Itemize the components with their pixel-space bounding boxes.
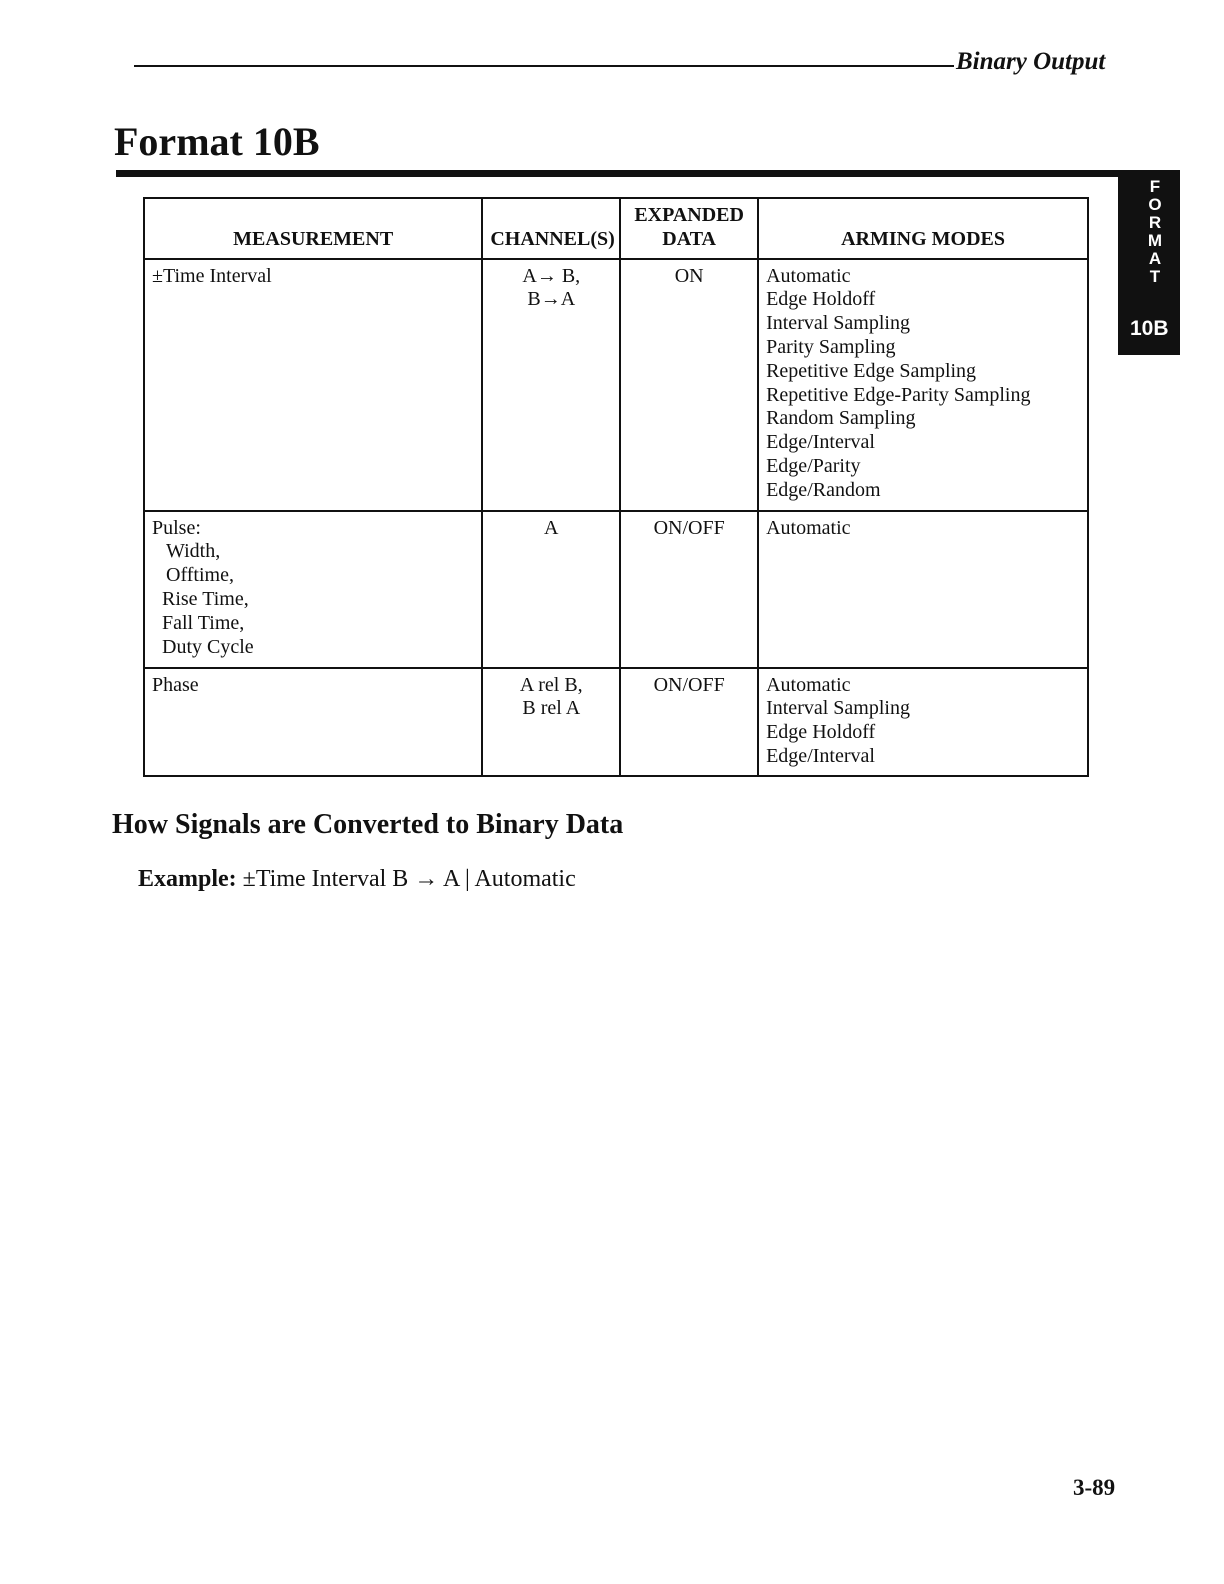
cell-measurement [144,259,482,511]
arming-mode: Edge Holdoff [766,288,876,311]
cell-arming [758,511,1088,668]
arming-mode: Repetitive Edge-Parity Sampling [766,383,1031,406]
cell-arming [758,259,1088,511]
arming-mode: Edge/Interval [766,431,875,454]
channel-line: B rel A [522,697,581,720]
tab-letter: T [1149,267,1161,286]
example-text: ±Time Interval B → A | Automatic [242,866,576,892]
measurement-line: Width, [166,540,221,563]
header-expanded-line2: DATA [662,227,716,250]
section-tab [1118,172,1180,355]
table-row [144,511,1088,668]
cell-measurement [144,668,482,776]
measurement-line: Duty Cycle [162,635,254,658]
tab-letters [1118,178,1180,286]
channel-line: B→A [527,288,576,311]
table-row [144,259,1088,511]
arming-mode: Interval Sampling [766,697,910,720]
arming-mode: Edge/Parity [766,454,861,477]
channel-line: A [544,516,559,539]
cell-expanded: ON/OFF [620,511,758,668]
cell-channels [482,259,620,511]
arming-mode: Random Sampling [766,407,916,430]
cell-channels [482,511,620,668]
example-line [138,866,576,893]
measurement-line: Phase [152,673,199,696]
arming-mode: Interval Sampling [766,312,910,335]
format-table [143,197,1089,777]
header-expanded-line1: EXPANDED [634,204,744,226]
header-rule [134,65,954,67]
tab-letter: R [1148,213,1162,232]
page-number: 3-89 [1073,1475,1116,1500]
measurement-line: Fall Time, [162,611,245,634]
channel-line: A rel B, [519,673,583,696]
measurement-line: Pulse: [152,516,201,539]
section-heading: How Signals are Converted to Binary Data [112,809,624,840]
arming-mode: Automatic [766,264,851,287]
tab-letter: A [1148,249,1162,268]
table-header-row [144,198,1088,259]
arming-mode: Edge/Interval [766,744,875,767]
cell-expanded: ON [620,259,758,511]
arming-mode: Automatic [766,516,851,539]
header-arming-modes: ARMING MODES [758,198,1088,259]
arming-mode: Edge Holdoff [766,721,876,744]
cell-measurement [144,511,482,668]
measurement-line: ±Time Interval [152,264,272,287]
measurement-line: Offtime, [166,564,234,587]
header-measurement: MEASUREMENT [144,198,482,259]
tab-code: 10B [1130,317,1169,340]
measurement-line: Rise Time, [162,587,249,610]
tab-letter: M [1147,231,1163,250]
arming-mode: Parity Sampling [766,335,896,358]
channel-line: A→ B, [522,264,581,287]
example-label: Example: [138,866,237,892]
tab-letter: F [1149,177,1161,196]
running-header: Binary Output [956,48,1106,75]
cell-expanded: ON/OFF [620,668,758,776]
arming-mode: Automatic [766,673,851,696]
table-row [144,668,1088,776]
arming-mode: Repetitive Edge Sampling [766,359,977,382]
title-rule [116,170,1180,177]
tab-letter: O [1148,195,1162,214]
header-expanded-data [620,198,758,259]
arming-mode: Edge/Random [766,478,881,501]
cell-arming [758,668,1088,776]
cell-channels [482,668,620,776]
header-channels: CHANNEL(S) [482,198,620,259]
page-title: Format 10B [114,119,320,164]
